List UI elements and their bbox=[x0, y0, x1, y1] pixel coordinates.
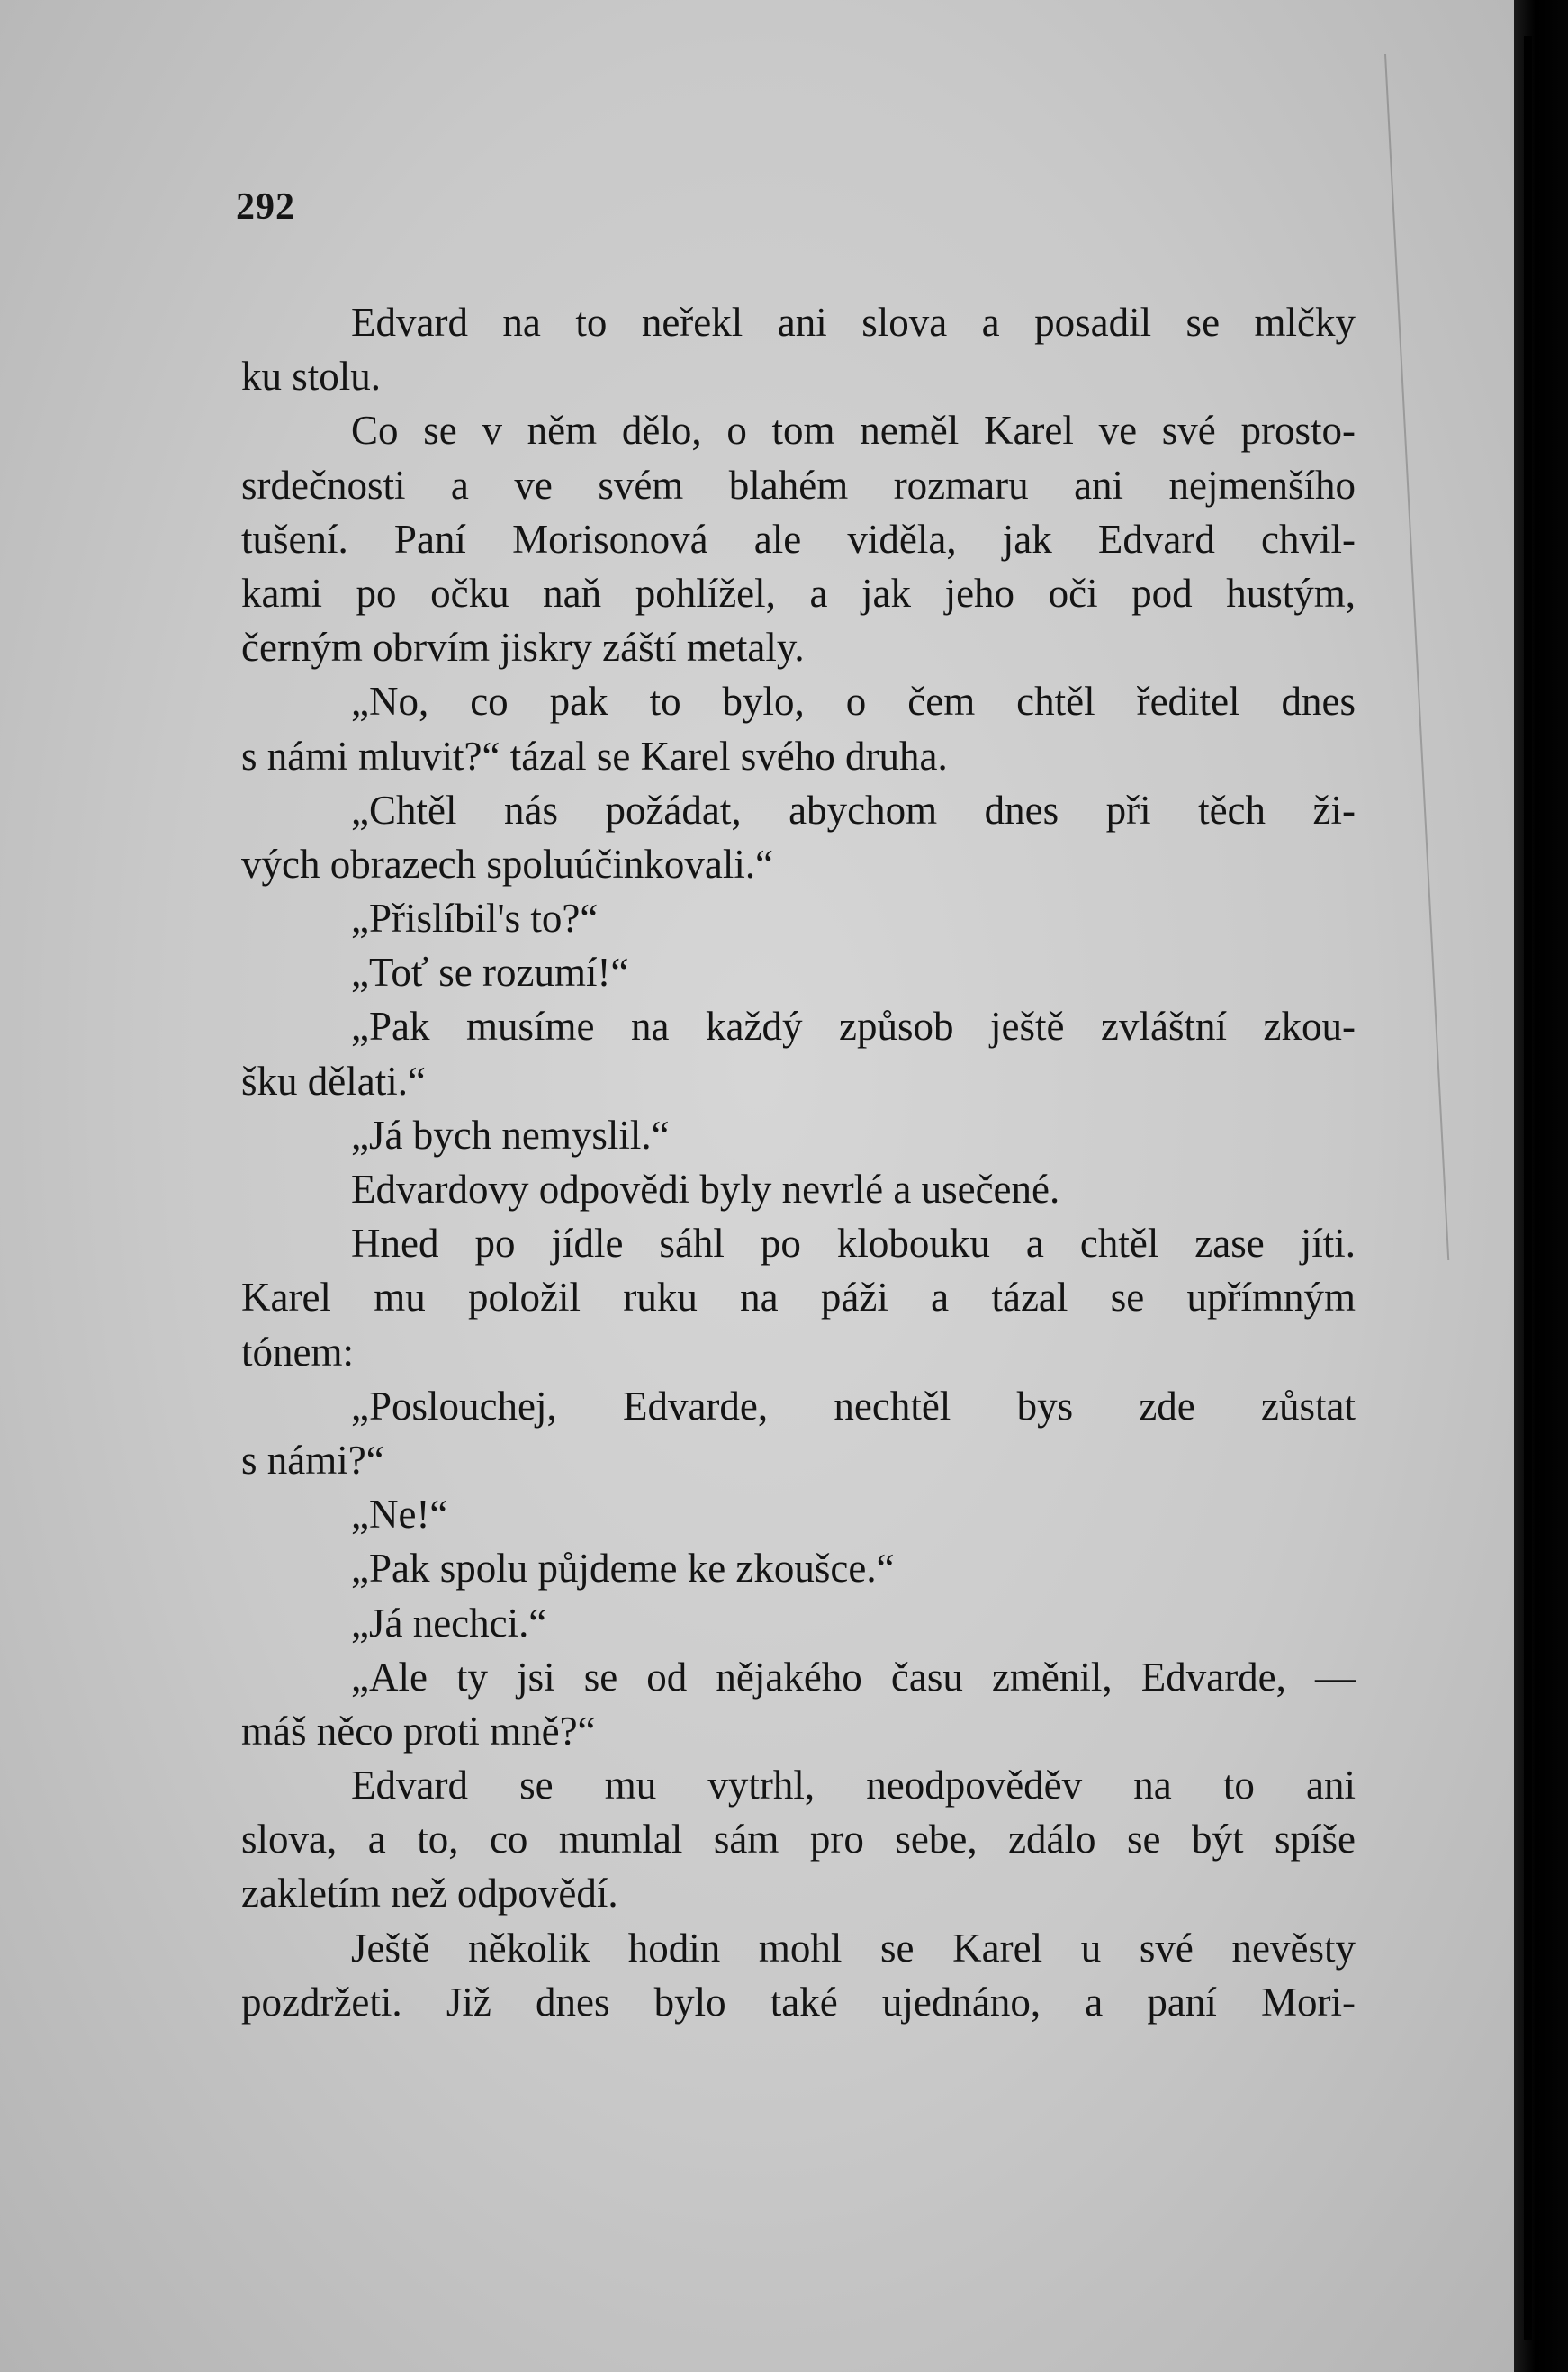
text-line: zakletím než odpovědí. bbox=[241, 1871, 618, 1917]
text-line: ku stolu. bbox=[241, 354, 382, 400]
text-line: pozdržeti. Již dnes bylo také ujednáno, a paní Mori- bbox=[241, 1979, 1356, 2025]
text-line: s námi mluvit?“ tázal se Karel svého druha. bbox=[241, 733, 948, 779]
text-line: „Pak musíme na každý způsob ještě zvláštní zkou- bbox=[351, 1004, 1356, 1050]
text-line: „Toť se rozumí!“ bbox=[351, 950, 629, 996]
binding-edge bbox=[1524, 36, 1532, 2340]
text-line: „Poslouchej, Edvarde, nechtěl bys zde zůstat bbox=[351, 1383, 1356, 1429]
page-crease bbox=[1384, 54, 1485, 1260]
text-line: „Já bych nemyslil.“ bbox=[351, 1112, 670, 1158]
text-line: Hned po jídle sáhl po klobouku a chtěl zase jíti. bbox=[351, 1221, 1356, 1267]
text-line: „Ne!“ bbox=[351, 1492, 448, 1538]
text-line: Edvard se mu vytrhl, neodpověděv na to ani bbox=[351, 1763, 1356, 1808]
text-line: Ještě několik hodin mohl se Karel u své nevěsty bbox=[351, 1925, 1356, 1971]
text-line: „Chtěl nás požádat, abychom dnes při těch ži- bbox=[351, 787, 1356, 833]
text-line: slova, a to, co mumlal sám pro sebe, zdálo se být spíše bbox=[241, 1817, 1356, 1862]
text-line: „Ale ty jsi se od nějakého času změnil, Edvarde, — bbox=[351, 1654, 1356, 1700]
text-line: s námi?“ bbox=[241, 1437, 384, 1483]
text-line: kami po očku naň pohlížel, a jak jeho oči pod hustým, bbox=[241, 570, 1356, 616]
text-line: „Přislíbil's to?“ bbox=[351, 896, 599, 942]
text-line: srdečnosti a ve svém blahém rozmaru ani nejmenšího bbox=[241, 462, 1356, 508]
text-line: černým obrvím jiskry záští metaly. bbox=[241, 625, 805, 671]
text-line: „Já nechci.“ bbox=[351, 1600, 547, 1646]
text-line: tónem: bbox=[241, 1329, 354, 1375]
page-number: 292 bbox=[236, 186, 295, 228]
text-line: Edvardovy odpovědi byly nevrlé a usečené. bbox=[351, 1167, 1060, 1212]
page-edge-shadow bbox=[1514, 0, 1568, 2372]
text-line: „Pak spolu půjdeme ke zkoušce.“ bbox=[351, 1546, 895, 1592]
text-line: máš něco proti mně?“ bbox=[241, 1708, 596, 1754]
text-line: vých obrazech spoluúčinkovali.“ bbox=[241, 841, 774, 887]
text-line: Co se v něm dělo, o tom neměl Karel ve své prosto- bbox=[351, 408, 1356, 454]
text-line: Karel mu položil ruku na páži a tázal se upřímným bbox=[241, 1275, 1356, 1321]
text-line: šku dělati.“ bbox=[241, 1058, 426, 1104]
text-line: tušení. Paní Morisonová ale viděla, jak Edvard chvil- bbox=[241, 516, 1356, 562]
text-line: Edvard na to neřekl ani slova a posadil se mlčky bbox=[351, 300, 1356, 345]
text-line: „No, co pak to bylo, o čem chtěl ředitel dnes bbox=[351, 679, 1356, 725]
body-text bbox=[241, 295, 1356, 2029]
